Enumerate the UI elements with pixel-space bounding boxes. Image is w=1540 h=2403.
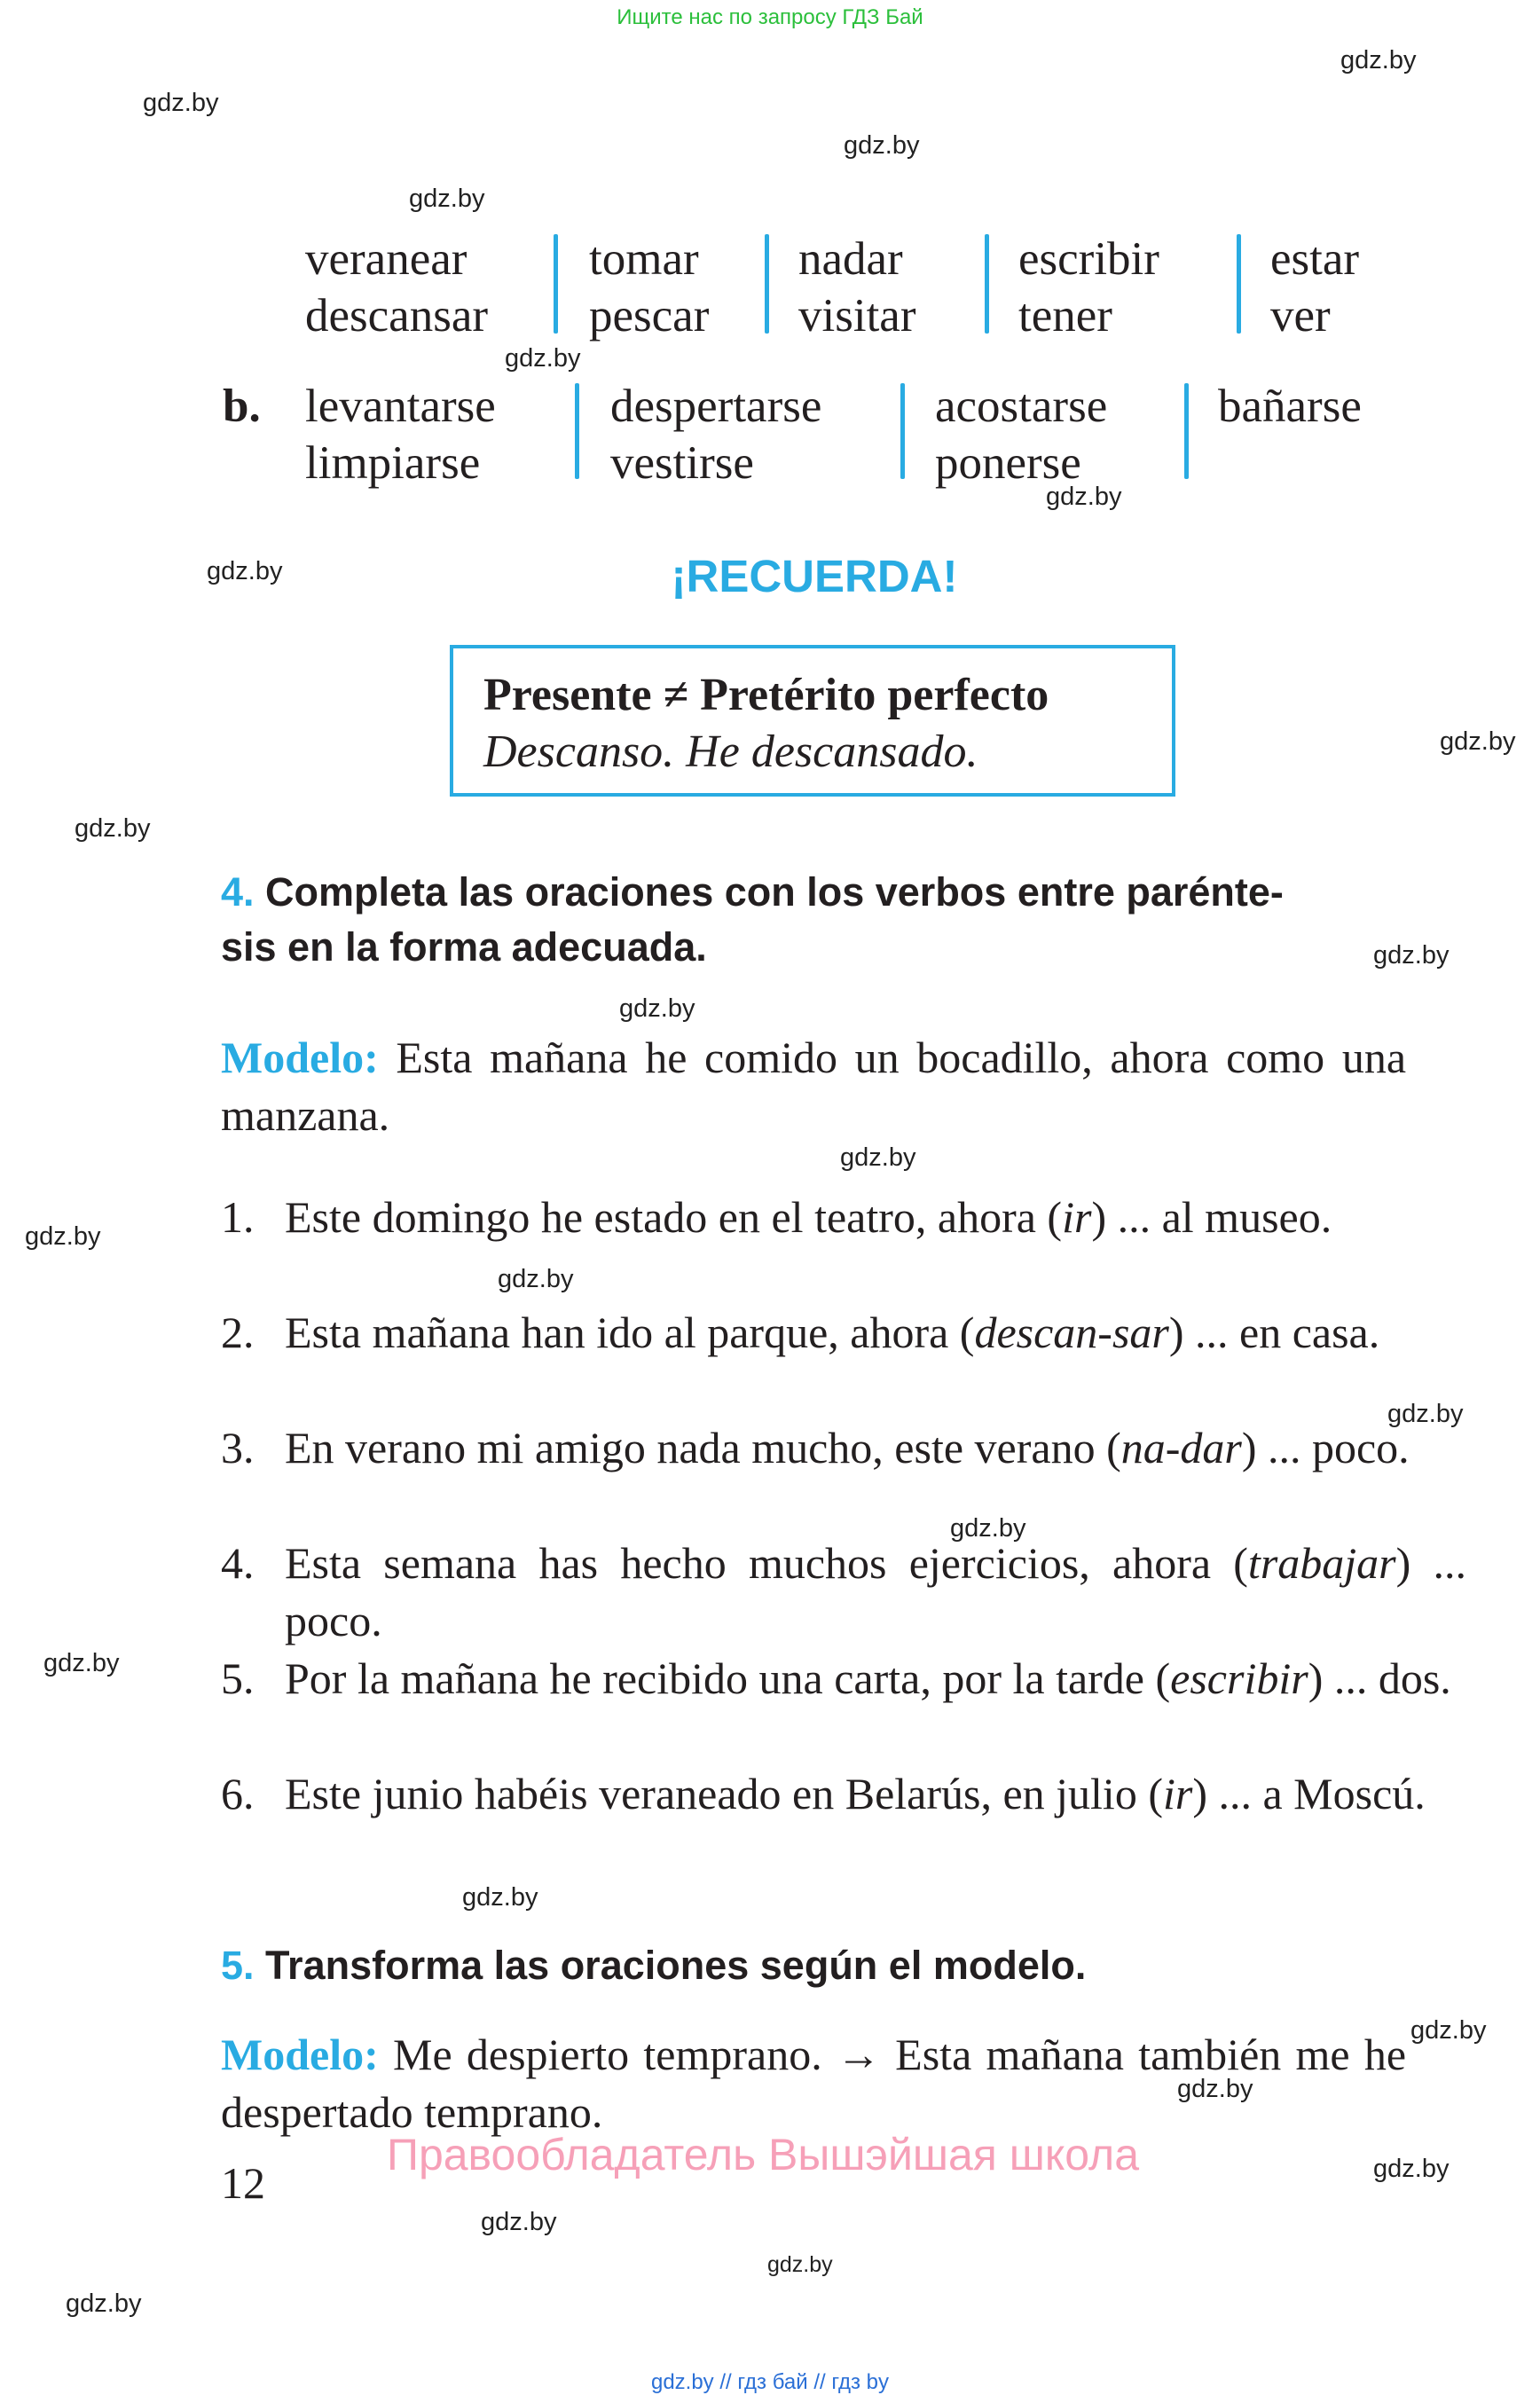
item-number: 4. (221, 1538, 255, 1588)
item-text-before: Este junio habéis veraneado en Belarús, en julio ( (285, 1769, 1163, 1818)
column-divider (575, 383, 579, 479)
exercise-number: 4. (221, 869, 255, 915)
verb: veranear (305, 233, 468, 285)
item-text-after: ) ... al museo. (1091, 1192, 1332, 1242)
item-text-before: Esta semana has hecho muchos ejercicios, ahora ( (285, 1538, 1248, 1588)
verb: nadar (798, 233, 903, 285)
top-link[interactable]: Ищите нас по запросу ГДЗ Бай (617, 5, 923, 29)
watermark: gdz.by (462, 1883, 538, 1912)
exercise-4-model (221, 1029, 1406, 1144)
item-number: 5. (221, 1653, 255, 1703)
model-label: Modelo: (221, 2030, 379, 2079)
column-divider (765, 234, 769, 334)
item-text (285, 1765, 1466, 1823)
watermark: gdz.by (409, 185, 485, 213)
watermark: gdz.by (25, 1222, 101, 1251)
watermark: gdz.by (498, 1265, 574, 1293)
column-divider (985, 234, 989, 334)
item-text-before: En verano mi amigo nada mucho, este verano ( (285, 1423, 1121, 1472)
verb: levantarse (305, 381, 496, 432)
verb: despertarse (610, 381, 822, 432)
model-text: Me despierto temprano. → Esta mañana también me he despertado temprano. (221, 2030, 1407, 2137)
verb: visitar (798, 290, 916, 342)
watermark: gdz.by (619, 994, 695, 1023)
watermark: gdz.by (75, 814, 151, 843)
verb: ver (1270, 290, 1331, 342)
watermark: gdz.by (767, 2252, 833, 2277)
watermark: gdz.by (1046, 483, 1122, 511)
watermark: gdz.by (207, 557, 283, 585)
column-divider (554, 234, 558, 334)
column-divider (1237, 234, 1241, 334)
item-verb: descan-sar (974, 1308, 1169, 1357)
item-verb: escribir (1170, 1653, 1308, 1703)
instruction-text: Transforma las oraciones según el modelo. (265, 1943, 1087, 1988)
verb: descansar (305, 290, 488, 342)
model-label: Modelo: (221, 1033, 379, 1082)
item-text-before: Esta mañana han ido al parque, ahora ( (285, 1308, 975, 1357)
item-text-after: ) ... a Moscú. (1192, 1769, 1426, 1818)
item-text-after: ) ... dos. (1308, 1653, 1451, 1703)
watermark: gdz.by (143, 89, 219, 117)
verb: ponerse (935, 437, 1081, 489)
column-divider (900, 383, 905, 479)
item-text-before: Este domingo he estado en el teatro, ahora ( (285, 1192, 1063, 1242)
item-number: 1. (221, 1192, 255, 1242)
watermark: gdz.by (840, 1143, 916, 1172)
section-label: b. (223, 381, 261, 432)
item-text-before: Por la mañana he recibido una carta, por la tarde ( (285, 1653, 1171, 1703)
item-text-after: ) ... en casa. (1168, 1308, 1380, 1357)
watermark: gdz.by (950, 1514, 1026, 1543)
watermark: gdz.by (1410, 2016, 1487, 2045)
column-divider (1184, 383, 1189, 479)
watermark: gdz.by (505, 344, 581, 373)
verb: tomar (589, 233, 699, 285)
exercise-5-model (221, 2026, 1406, 2141)
item-number: 3. (221, 1423, 255, 1472)
exercise-5-instruction (221, 1938, 1410, 1993)
model-text: Esta mañana he comido un bocadillo, ahora como una manzana. (221, 1033, 1407, 1140)
exercise-number: 5. (221, 1943, 255, 1988)
watermark: gdz.by (66, 2289, 142, 2318)
verb: acostarse (935, 381, 1108, 432)
item-text (285, 1189, 1466, 1246)
item-text-after: ) ... poco. (285, 1538, 1467, 1645)
item-text (285, 1535, 1466, 1650)
item-verb: ir (1062, 1192, 1092, 1242)
verb: estar (1270, 233, 1360, 285)
item-text (285, 1304, 1466, 1362)
watermark: gdz.by (43, 1649, 120, 1677)
watermark: gdz.by (1340, 46, 1417, 75)
verb: tener (1018, 290, 1112, 342)
instruction-line: Completa las oraciones con los verbos entre parénte- (265, 869, 1284, 915)
verb: pescar (589, 290, 710, 342)
verb: escribir (1018, 233, 1159, 285)
watermark: gdz.by (1373, 2155, 1450, 2183)
item-number: 6. (221, 1769, 255, 1818)
watermark: gdz.by (1440, 727, 1516, 756)
item-number: 2. (221, 1308, 255, 1357)
watermark: gdz.by (1373, 941, 1450, 970)
recuerda-rule: Presente ≠ Pretérito perfecto (483, 670, 1049, 720)
page-number: 12 (221, 2158, 265, 2208)
item-verb: ir (1162, 1769, 1193, 1818)
watermark: gdz.by (481, 2208, 557, 2236)
exercise-4-instruction (221, 865, 1410, 975)
watermark: gdz.by (1387, 1400, 1464, 1428)
item-verb: trabajar (1247, 1538, 1396, 1588)
verb: vestirse (610, 437, 754, 489)
verb: limpiarse (305, 437, 481, 489)
item-text (285, 1650, 1466, 1708)
item-verb: na-dar (1120, 1423, 1242, 1472)
item-text-after: ) ... poco. (1241, 1423, 1410, 1472)
watermark: gdz.by (844, 131, 920, 160)
instruction-line: sis en la forma adecuada. (221, 924, 707, 970)
watermark: gdz.by (1177, 2075, 1253, 2103)
recuerda-title: ¡RECUERDA! (671, 551, 958, 601)
item-text (285, 1419, 1466, 1477)
bottom-links[interactable]: gdz.by // гдз бай // гдз by (650, 2370, 890, 2394)
recuerda-example: Descanso. He descansado. (483, 726, 978, 777)
copyright-notice: Правообладатель Вышэйшая школа (387, 2130, 1139, 2179)
verb: bañarse (1218, 381, 1362, 432)
